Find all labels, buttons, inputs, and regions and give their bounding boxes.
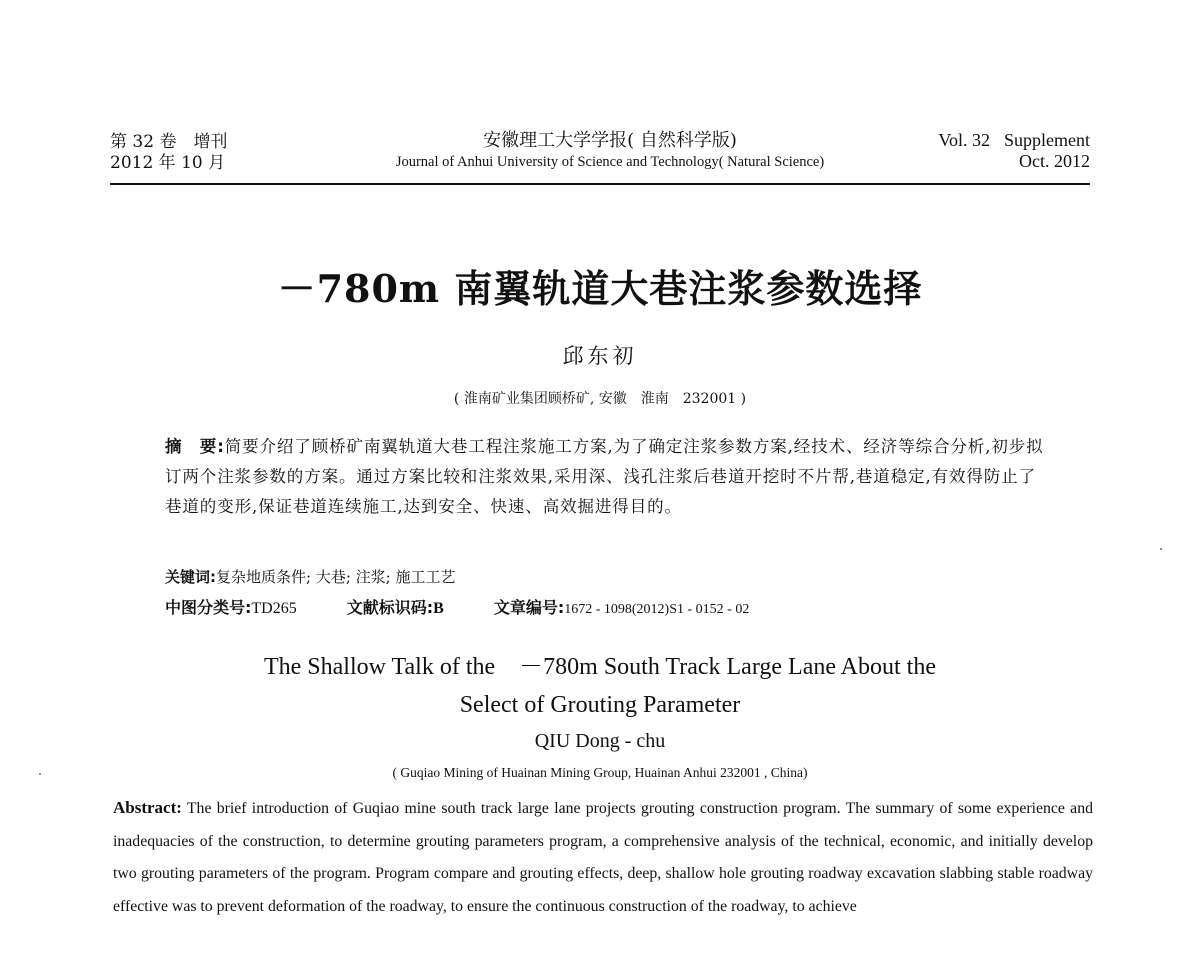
scan-speck (39, 773, 41, 775)
abstract-en (113, 792, 1093, 923)
abstract-text-cn: 简要介绍了顾桥矿南翼轨道大巷工程注浆施工方案,为了确定注浆参数方案,经技术、经济等综合分析,初步拟订两个注浆参数的方案。通过方案比较和注浆效果,采用深、浅孔注浆后巷道开挖时不片帮,巷道稳定,有效得防止了巷道的变形,保证巷道连续施工,达到安全、快速、高效掘进得目的。 (165, 437, 1044, 516)
supplement-en: Supplement (1004, 130, 1090, 150)
abstract-text-en: The brief introduction of Guqiao mine south track large lane projects grouting construction program. The summary of some experience and inadequacies of the construction, to determine grouting parameters program, a comprehensive analysis of the technical, economic, and initially develop two grouting parameters of the program. Program compare and grouting effects, deep, shallow hole grouting roadway excavation slabbing stable roadway effective was to prevent deformation of the roadway, to ensure the continuous construction of the roadway, to achieve (113, 800, 1093, 915)
date-en: Oct. 2012 (1019, 151, 1090, 171)
journal-title (300, 130, 920, 172)
doc-code-label: 文献标识码: (346, 598, 434, 617)
article-no-label: 文章编号: (493, 598, 565, 617)
classification-line (165, 597, 749, 621)
author-en: QIU Dong - chu (534, 730, 666, 752)
title-en-line1: The Shallow Talk of the －780m South Track Large Lane About the (263, 654, 936, 680)
article-no-value: 1672 - 1098(2012)S1 - 0152 - 02 (564, 602, 750, 617)
journal-issue-cn (110, 132, 227, 174)
title-en-line2: Select of Grouting Parameter (459, 692, 741, 718)
abstract-cn (165, 432, 1045, 522)
keywords-cn (165, 566, 455, 588)
date-cn: 2012 年 10 月 (110, 153, 226, 173)
journal-issue-en (938, 130, 1090, 172)
volume-en: Vol. 32 (938, 130, 990, 150)
abstract-label-en: Abstract: (113, 798, 182, 817)
affiliation-cn: ( 淮南矿业集团顾桥矿, 安徽 淮南 232001 ) (453, 391, 747, 407)
author-cn: 邱东初 (562, 344, 638, 368)
abstract-label-cn: 摘 要: (165, 437, 225, 456)
affiliation-en: ( Guqiao Mining of Huainan Mining Group, Huainan Anhui 232001 , China) (392, 765, 808, 780)
volume-cn: 第 32 卷 增刊 (110, 132, 228, 152)
keywords-label-cn: 关键词: (165, 568, 216, 586)
journal-title-en: Journal of Anhui University of Science and Technology( Natural Science) (395, 154, 825, 170)
doc-code-value: B (433, 600, 444, 617)
clc-label: 中图分类号: (165, 598, 252, 617)
keywords-text-cn: 复杂地质条件; 大巷; 注浆; 施工工艺 (216, 568, 456, 586)
scan-speck (1160, 548, 1162, 550)
clc-value: TD265 (251, 600, 297, 617)
paper-title-cn: －780m 南翼轨道大巷注浆参数选择 (277, 266, 923, 311)
header-divider (110, 183, 1090, 185)
paper-title-en (0, 648, 1200, 724)
journal-title-cn: 安徽理工大学学报( 自然科学版) (483, 130, 737, 151)
